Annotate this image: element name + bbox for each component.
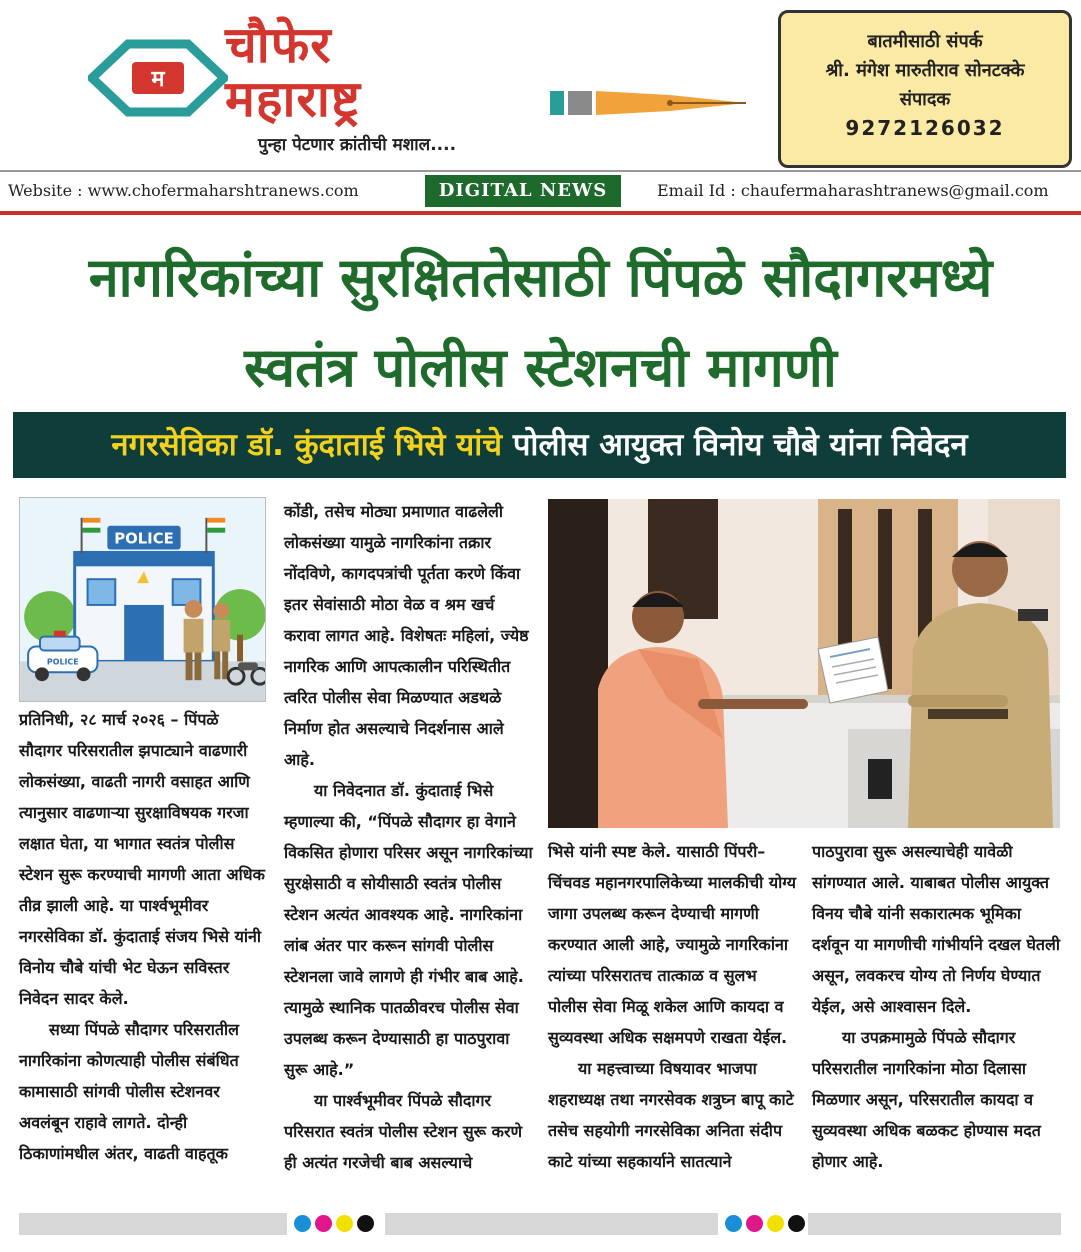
- paragraph: सध्या पिंपळे सौदागर परिसरातील नागरिकांना कोणत्याही पोलीस संबंधित कामासाठी सांगवी पोलीस स्टेशनवर अवलंबून राहावे लागते. दोन्ही ठिकाणांमधील अंतर, वाढती वाहतूक: [19, 1020, 239, 1163]
- article-column-4: [812, 836, 1062, 1177]
- subheadline-rest: पोलीस आयुक्त विनोय चौबे यांना निवेदन: [512, 427, 968, 463]
- article-column-2: [284, 496, 534, 1178]
- headline-line2: स्वतंत्र पोलीस स्टेशनची मागणी: [244, 336, 837, 399]
- police-car-label: POLICE: [46, 657, 79, 667]
- pen-nib-icon: [550, 85, 750, 121]
- tagline: पुन्हा पेटणार क्रांतीची मशाल....: [258, 135, 457, 155]
- paragraph: पाठपुरावा सुरू असल्याचेही यावेळी सांगण्यात आले. याबाबत पोलीस आयुक्त विनय चौबे यांनी सकारात्मक भूमिका दर्शवून या मागणीची गांभीर्याने दखल घेतली असून, लवकरच योग्य तो निर्णय घेण्यात येईल, असे आश्वासन दिले.: [812, 842, 1061, 1016]
- police-sign: POLICE: [114, 529, 174, 548]
- paragraph: या उपक्रमामुळे पिंपळे सौदागर परिसरातील नागरिकांना मोठा दिलासा मिळणार असून, परिसरातील कायदा व सुव्यवस्था अधिक बळकट होण्यास मदत होणार आहे.: [812, 1028, 1041, 1171]
- digital-news-badge: DIGITAL NEWS: [425, 175, 621, 207]
- paragraph: या निवेदनात डॉ. कुंदाताई भिसे म्हणाल्या की, “पिंपळे सौदागर हा वेगाने विकसित होणारा परिसर असून नागरिकांच्या सुरक्षेसाठी व सोयीसाठी स्वतंत्र पोलीस स्टेशन अत्यंत आवश्यक आहे. नागरिकांना लांब अंतर पार करून सांगवी पोलीस स्टेशनला जावे लागणे ही गंभीर बाब आहे. त्यामुळे स्थानिक पातळीवरच पोलीस सेवा उपलब्ध करून देण्यासाठी हा पाठपुरावा सुरू आहे.”: [284, 781, 533, 1079]
- masthead-title-line2: महाराष्ट्र: [225, 70, 361, 128]
- article-column-1: [19, 704, 267, 1169]
- contact-box: [778, 10, 1072, 168]
- registration-dot: [725, 1215, 742, 1232]
- headline-line1: नागरिकांच्या सुरक्षिततेसाठी पिंपळे सौदागरमध्ये: [88, 246, 993, 309]
- registration-dot: [315, 1215, 332, 1232]
- masthead-title-line1: चौफेर: [225, 16, 332, 74]
- registration-dot: [788, 1215, 805, 1232]
- registration-dot: [357, 1215, 374, 1232]
- footer-bar-right: [808, 1213, 1061, 1235]
- logo-emblem-icon: [88, 38, 228, 118]
- email-link[interactable]: Email Id : chaufermaharashtranews@gmail.com: [657, 181, 1049, 200]
- footer-bar-middle: [385, 1213, 718, 1235]
- emblem-letter: म: [151, 67, 165, 92]
- news-photo: [548, 499, 1060, 828]
- masthead: [0, 0, 1081, 215]
- registration-dot: [294, 1215, 311, 1232]
- contact-phone: 9272126032: [845, 116, 1005, 140]
- editor-name: श्री. मंगेश मारुतीराव सोनटक्के: [825, 60, 1025, 81]
- paragraph: प्रतिनिधी, २८ मार्च २०२६ – पिंपळे सौदागर परिसरातील झपाट्याने वाढणारी लोकसंख्या, वाढती नागरी वसाहत आणि त्यानुसार वाढणाऱ्या सुरक्षाविषयक गरजा लक्षात घेता, या भागात स्वतंत्र पोलीस स्टेशन सुरू करण्याची मागणी आता अधिक तीव्र झाली आहे. या पार्श्वभूमीवर नगरसेविका डॉ. कुंदाताई संजय भिसे यांनी विनोय चौबे यांची भेट घेऊन सविस्तर निवेदन सादर केले.: [19, 710, 265, 1008]
- registration-dot: [767, 1215, 784, 1232]
- police-station-illustration: [19, 497, 266, 702]
- paragraph: कोंडी, तसेच मोठ्या प्रमाणात वाढलेली लोकसंख्या यामुळे नागरिकांना तक्रार नोंदविणे, कागदपत्रांची पूर्तता करणे किंवा इतर सेवांसाठी मोठा वेळ व श्रम खर्च करावा लागत आहे. विशेषतः महिलां, ज्येष्ठ नागरिक आणि आपत्कालीन परिस्थितीत त्वरित पोलीस सेवा मिळण्यात अडथळे निर्माण होत असल्याचे निदर्शनास आले आहे.: [284, 502, 529, 769]
- article-column-3: [548, 836, 798, 1177]
- info-strip: [0, 170, 1081, 210]
- registration-dot: [336, 1215, 353, 1232]
- subheadline-name: नगरसेविका डॉ. कुंदाताई भिसे यांचे: [111, 427, 503, 463]
- paragraph: या पार्श्वभूमीवर पिंपळे सौदागर परिसरात स्वतंत्र पोलीस स्टेशन सुरू करणे ही अत्यंत गरजेची बाब असल्याचे: [284, 1091, 523, 1172]
- registration-dot: [746, 1215, 763, 1232]
- website-link[interactable]: Website : www.chofermaharshtranews.com: [8, 181, 359, 200]
- masthead-title: [225, 18, 555, 126]
- editor-title: संपादक: [899, 89, 951, 110]
- paragraph: भिसे यांनी स्पष्ट केले. यासाठी पिंपरी–चिंचवड महानगरपालिकेच्या मालकीची योग्य जागा उपलब्ध करून देण्याची मागणी करण्यात आली आहे, ज्यामुळे नागरिकांना त्यांच्या परिसरातच तात्काळ व सुलभ पोलीस सेवा मिळू शकेल आणि कायदा व सुव्यवस्था अधिक सक्षमपणे राखता येईल.: [548, 842, 797, 1047]
- contact-label: बातमीसाठी संपर्क: [867, 31, 983, 52]
- paragraph: या महत्त्वाच्या विषयावर भाजपा शहराध्यक्ष तथा नगरसेवक शत्रुघ्न बापू काटे तसेच सहयोगी नगरसेविका अनिता संदीप काटे यांच्या सहकार्याने सातत्याने: [548, 1059, 794, 1171]
- footer-bar-left: [19, 1213, 287, 1235]
- subheadline-bar: [13, 412, 1066, 478]
